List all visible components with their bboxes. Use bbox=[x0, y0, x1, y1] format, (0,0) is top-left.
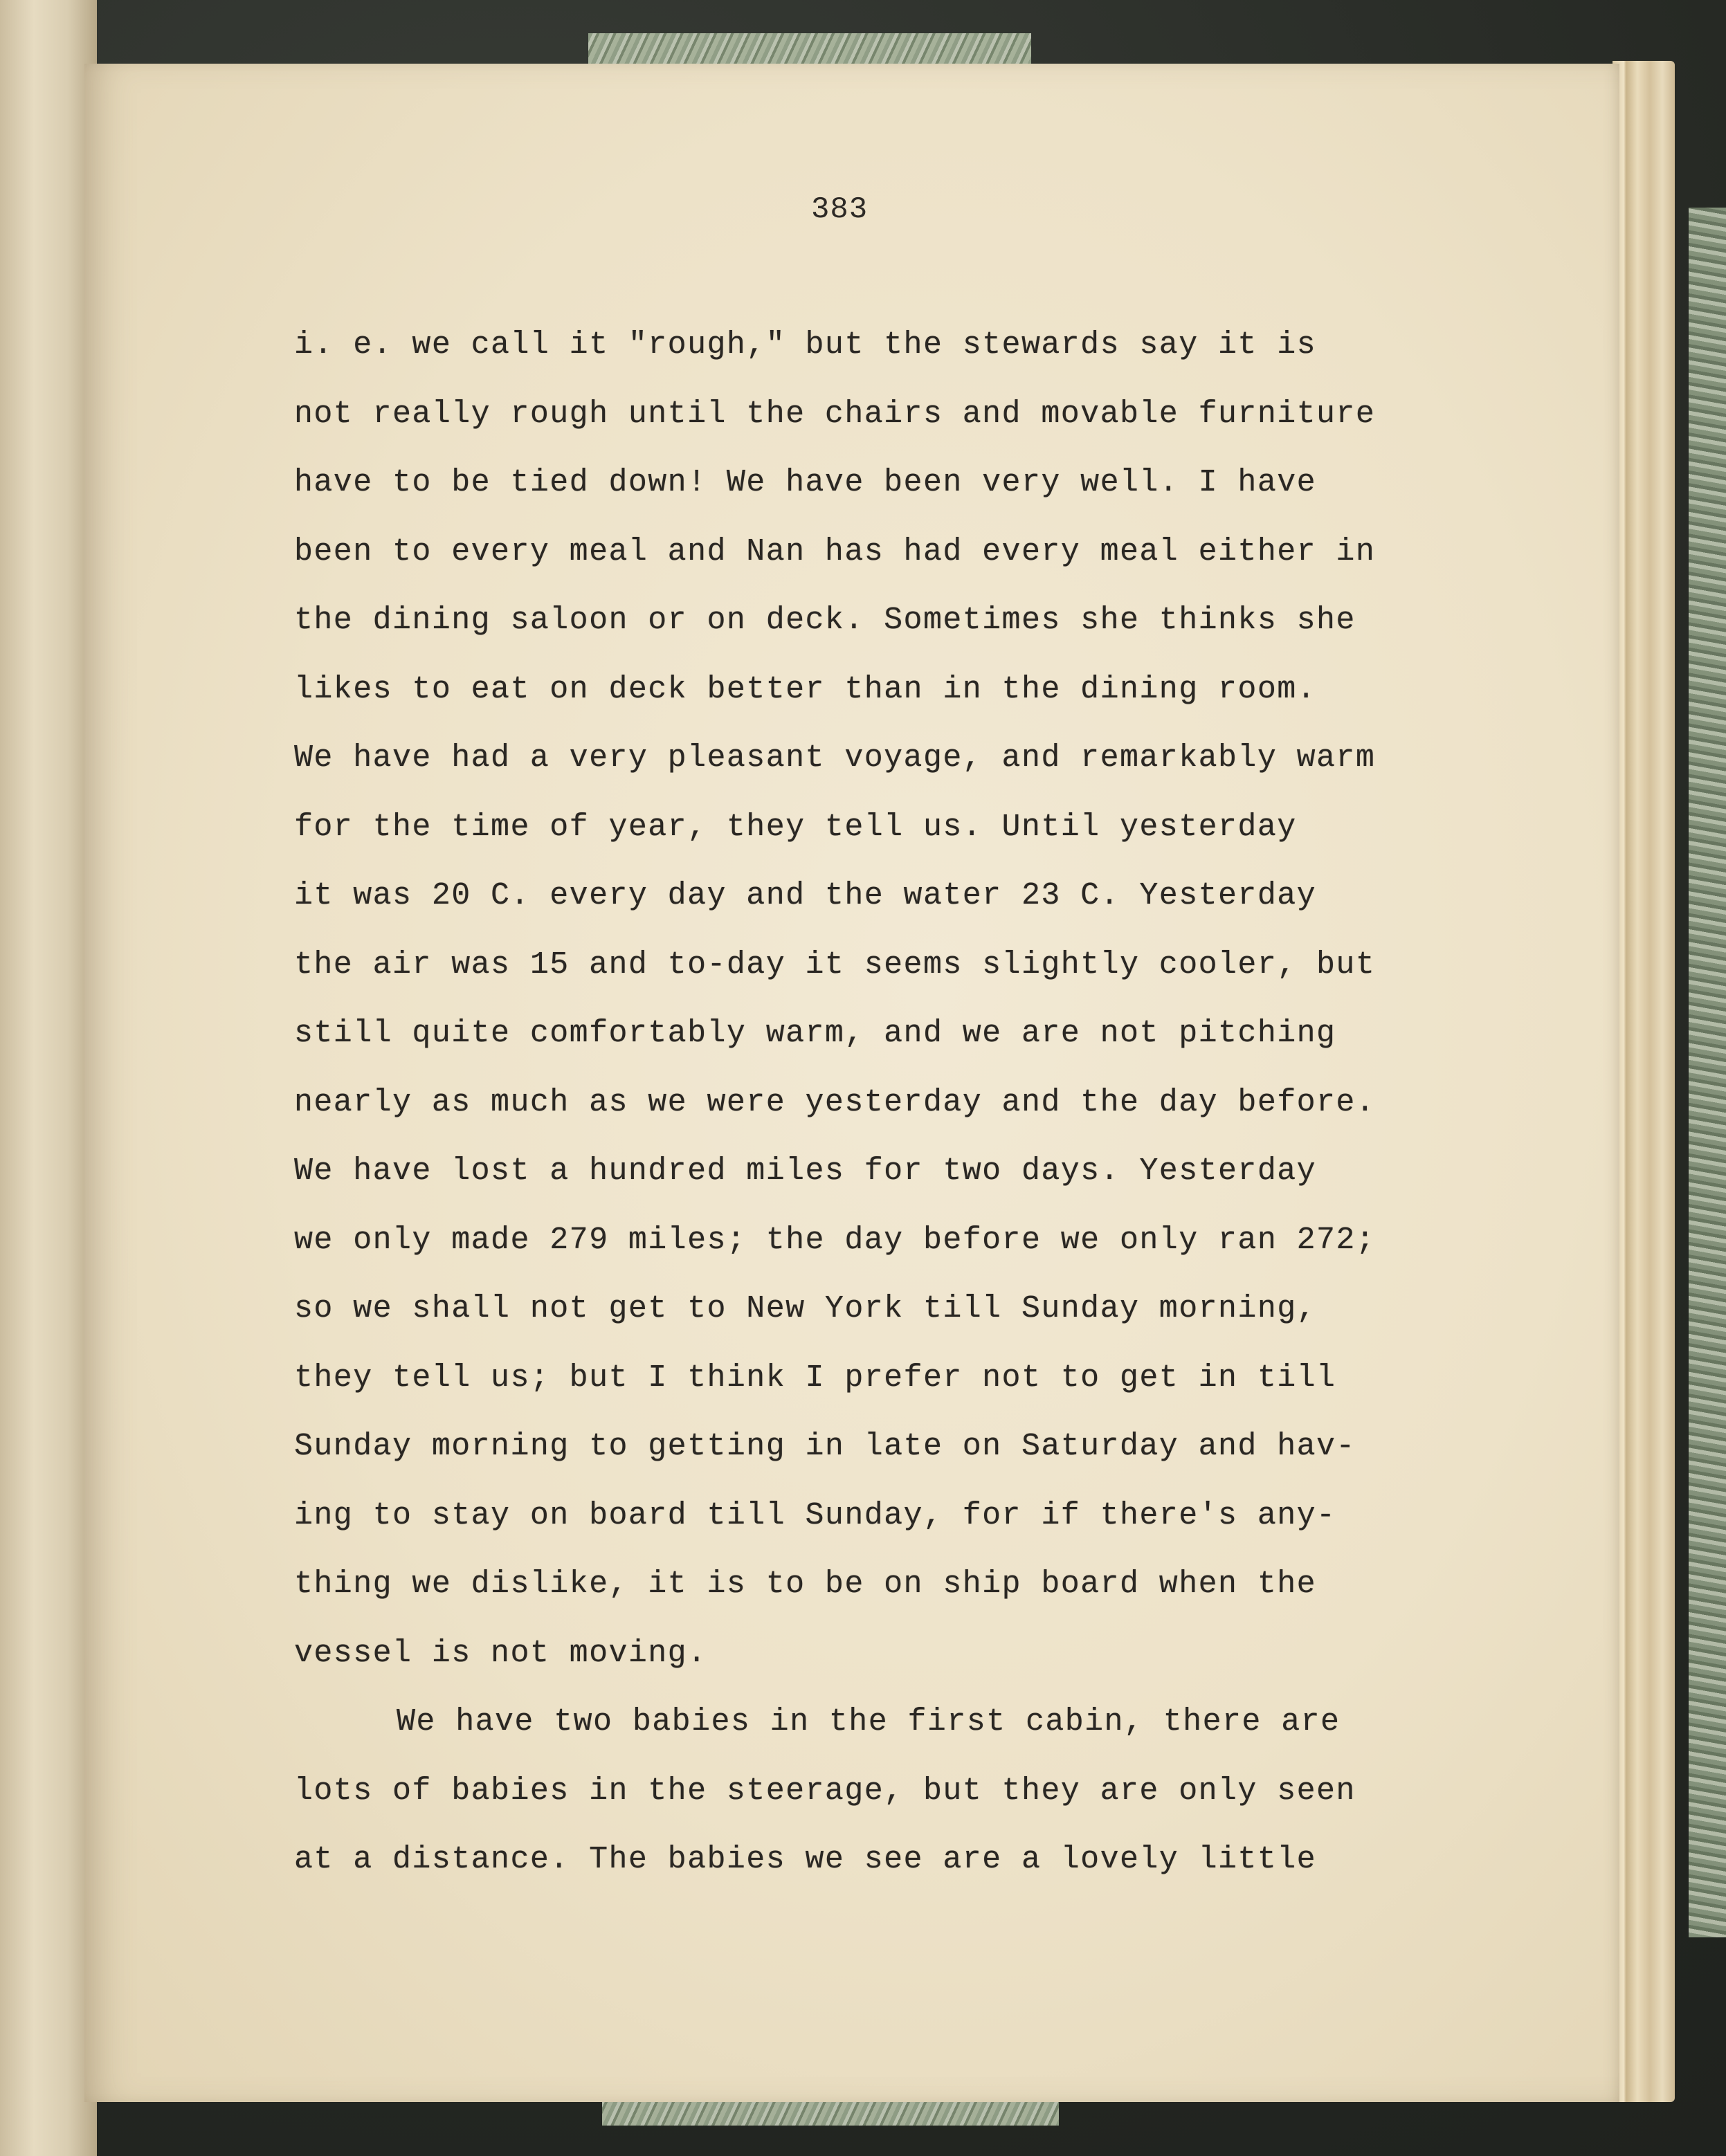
text-line: at a distance. The babies we see are a lovely little bbox=[294, 1842, 1317, 1877]
text-line: still quite comfortably warm, and we are not pitching bbox=[294, 1016, 1336, 1051]
text-line: We have lost a hundred miles for two days. Yesterday bbox=[294, 1153, 1317, 1189]
text-line: lots of babies in the steerage, but they are only seen bbox=[294, 1773, 1356, 1809]
text-line: we only made 279 miles; the day before we only ran 272; bbox=[294, 1222, 1376, 1258]
text-line: ing to stay on board till Sunday, for if there's any- bbox=[294, 1497, 1336, 1533]
typed-text-body bbox=[294, 324, 1471, 1908]
text-line: have to be tied down! We have been very well. I have bbox=[294, 465, 1317, 500]
text-line: the dining saloon or on deck. Sometimes she thinks she bbox=[294, 603, 1356, 638]
facing-page-gutter bbox=[0, 0, 97, 2156]
text-line: thing we dislike, it is to be on ship board when the bbox=[294, 1566, 1317, 1602]
marbled-cover-strip-right bbox=[1689, 208, 1726, 1937]
text-line: they tell us; but I think I prefer not to get in till bbox=[294, 1360, 1336, 1396]
page-edge-stack bbox=[1613, 61, 1675, 2102]
text-line-paragraph-start: We have two babies in the first cabin, there are bbox=[397, 1704, 1341, 1739]
text-line: so we shall not get to New York till Sunday morning, bbox=[294, 1291, 1317, 1326]
text-line: vessel is not moving. bbox=[294, 1635, 707, 1671]
page-number: 383 bbox=[811, 192, 869, 227]
text-line: nearly as much as we were yesterday and the day before. bbox=[294, 1084, 1376, 1120]
text-line: likes to eat on deck better than in the dining room. bbox=[294, 671, 1317, 707]
text-line: the air was 15 and to-day it seems slightly cooler, but bbox=[294, 947, 1376, 983]
text-line: been to every meal and Nan has had every meal either in bbox=[294, 533, 1376, 569]
text-line: i. e. we call it "rough," but the stewards say it is bbox=[294, 327, 1317, 363]
text-line: Sunday morning to getting in late on Saturday and hav- bbox=[294, 1429, 1356, 1464]
text-line: it was 20 C. every day and the water 23 C. Yesterday bbox=[294, 878, 1317, 913]
text-line: not really rough until the chairs and movable furniture bbox=[294, 396, 1376, 432]
text-line: We have had a very pleasant voyage, and remarkably warm bbox=[294, 740, 1376, 776]
text-line: for the time of year, they tell us. Until yesterday bbox=[294, 809, 1297, 845]
